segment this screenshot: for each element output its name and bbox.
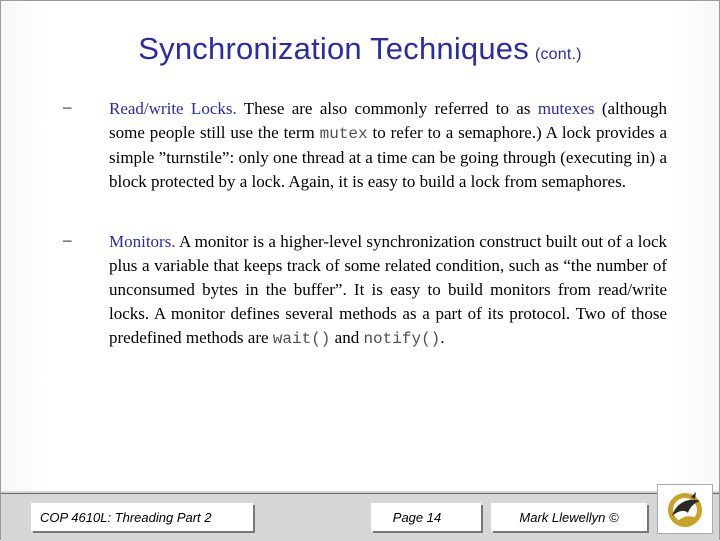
- term-mutexes: mutexes: [537, 99, 595, 118]
- code-wait: wait(): [272, 330, 331, 348]
- text-run: to refer to a semaphore.) A lock provides a simple ”turnstile”: only one thread at a time can be going through (executing in) a block protected by a lock. Again, it is easy to build a lock from semaphores.: [109, 123, 668, 191]
- footer-author: Mark Llewellyn ©: [491, 503, 647, 531]
- bullet-lead: Read/write Locks.: [109, 99, 237, 118]
- text-run: .: [440, 328, 445, 347]
- text-run: These are also commonly referred to as: [236, 99, 538, 118]
- footer-course: COP 4610L: Threading Part 2: [31, 503, 253, 531]
- ucf-pegasus-logo-icon: [657, 484, 713, 534]
- bullet-text: [109, 97, 667, 194]
- text-run: (although some people still use the term: [109, 99, 667, 142]
- footer-page-number: Page 14: [371, 503, 481, 531]
- bullet-dash: –: [63, 97, 72, 116]
- bullet-dash: –: [63, 230, 72, 249]
- slide-title: [1, 31, 719, 67]
- footer-divider: [1, 493, 719, 494]
- text-run: and: [330, 328, 364, 347]
- code-mutex: mutex: [319, 125, 368, 143]
- text-run: A monitor is a higher-level synchronization construct built out of a lock plus a variable that keeps track of some related condition, such as “the number of unconsumed bytes in the buffer”. It is easy to build monitors from read/write locks. A monitor defines several methods as a part of its protocol. Two of those predefined methods are: [109, 232, 667, 347]
- code-notify: notify(): [363, 330, 441, 348]
- title-main: Synchronization Techniques: [138, 31, 529, 66]
- bullet-lead: Monitors.: [109, 232, 176, 251]
- bullet-text: [109, 230, 667, 351]
- title-sub: (cont.): [534, 46, 582, 63]
